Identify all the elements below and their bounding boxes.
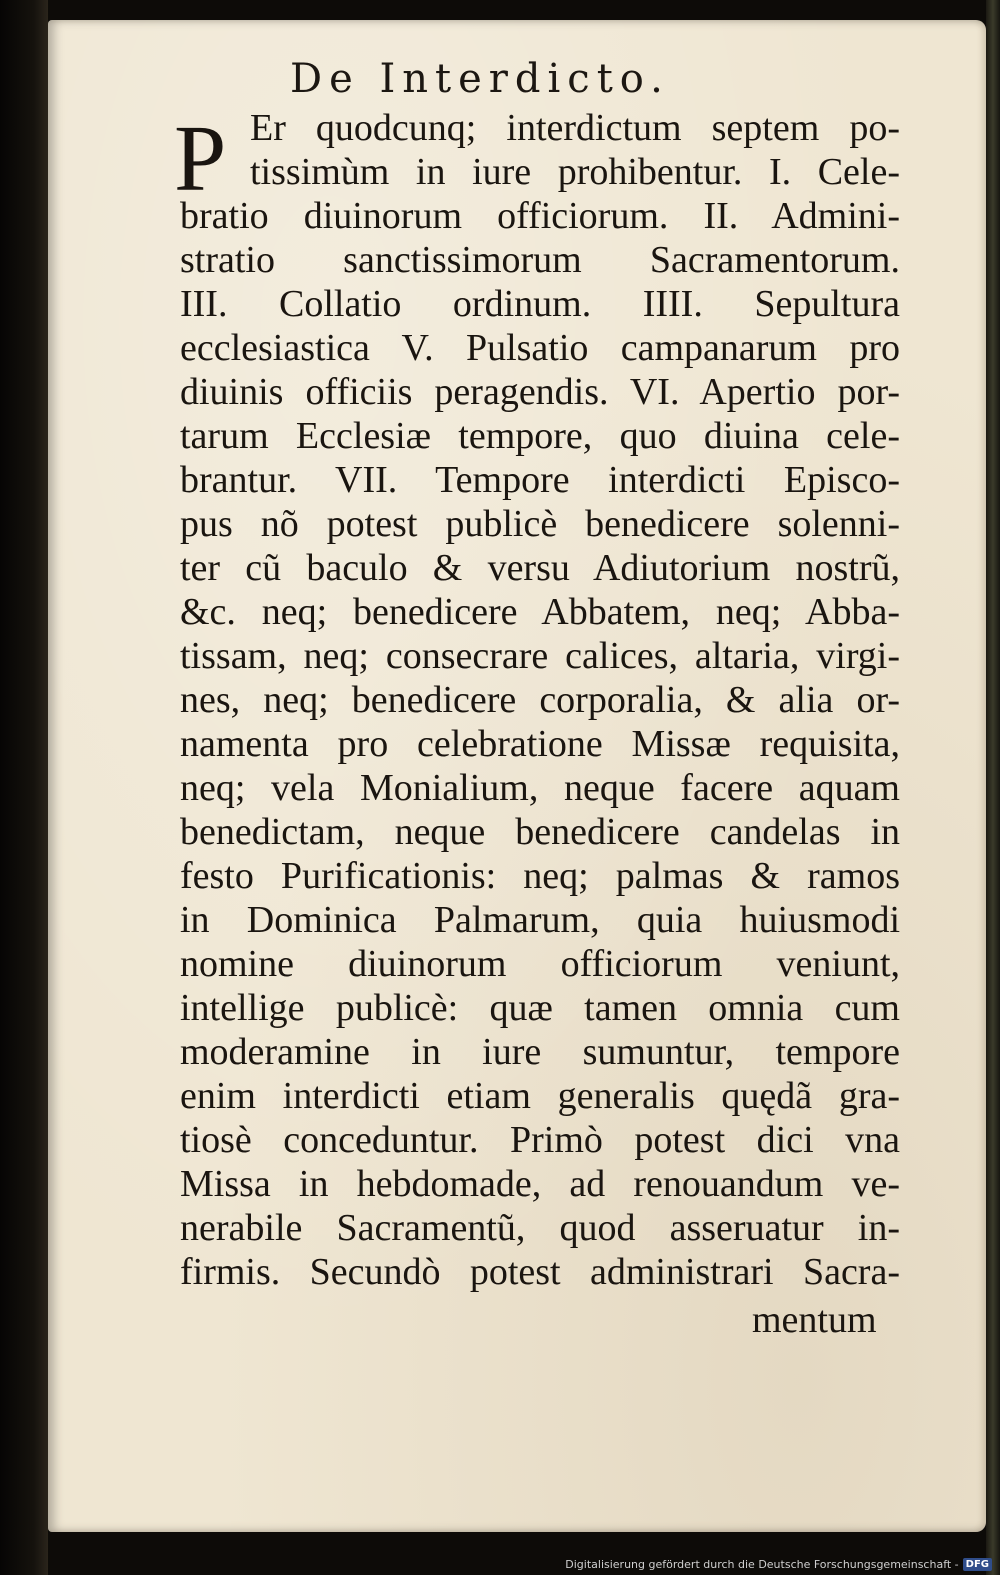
text-line: benedictam, neque benedicere candelas in bbox=[180, 811, 900, 853]
catchword: mentum bbox=[752, 1299, 877, 1341]
text-line: tarum Ecclesiæ tempore, quo diuina cele- bbox=[180, 415, 900, 457]
text-line: Er quodcunq; interdictum septem po- bbox=[250, 107, 900, 149]
text-line: firmis. Secundò potest administrari Sacra- bbox=[180, 1251, 900, 1293]
text-line: tiosè conceduntur. Primò potest dici vna bbox=[180, 1119, 900, 1161]
drop-initial: P bbox=[174, 107, 227, 211]
book-cover-edge bbox=[986, 0, 1000, 1575]
text-line: Missa in hebdomade, ad renouandum ve- bbox=[180, 1163, 900, 1205]
text-line: &c. neq; benedicere Abbatem, neq; Abba- bbox=[180, 591, 900, 633]
text-line: intellige publicè: quæ tamen omnia cum bbox=[180, 987, 900, 1029]
book-spine bbox=[0, 0, 48, 1575]
text-line: pus nõ potest publicè benedicere solenni- bbox=[180, 503, 900, 545]
text-line: nomine diuinorum officiorum veniunt, bbox=[180, 943, 900, 985]
text-line: tissimùm in iure prohibentur. I. Cele- bbox=[250, 151, 900, 193]
running-head: De Interdicto. bbox=[290, 56, 670, 102]
text-line: namenta pro celebratione Missæ requisita, bbox=[180, 723, 900, 765]
text-line: in Dominica Palmarum, quia huiusmodi bbox=[180, 899, 900, 941]
text-line: nes, neq; benedicere corporalia, & alia or- bbox=[180, 679, 900, 721]
digitization-footer bbox=[565, 1558, 992, 1571]
text-line: neq; vela Monialium, neque facere aquam bbox=[180, 767, 900, 809]
text-line: moderamine in iure sumuntur, tempore bbox=[180, 1031, 900, 1073]
text-line: nerabile Sacramentũ, quod asseruatur in- bbox=[180, 1207, 900, 1249]
text-line: ter cũ baculo & versu Adiutorium nostrũ, bbox=[180, 547, 900, 589]
text-line: bratio diuinorum officiorum. II. Admini- bbox=[180, 195, 900, 237]
text-line: diuinis officiis peragendis. VI. Apertio por- bbox=[180, 371, 900, 413]
text-line: enim interdicti etiam generalis quędã gra- bbox=[180, 1075, 900, 1117]
text-line: ecclesiastica V. Pulsatio campanarum pro bbox=[180, 327, 900, 369]
text-line: brantur. VII. Tempore interdicti Episco- bbox=[180, 459, 900, 501]
footer-text: Digitalisierung gefördert durch die Deutsche Forschungsgemeinschaft - bbox=[565, 1558, 959, 1571]
body-text bbox=[174, 106, 900, 1294]
text-line: stratio sanctissimorum Sacramentorum. bbox=[180, 239, 900, 281]
text-line: III. Collatio ordinum. IIII. Sepultura bbox=[180, 283, 900, 325]
text-line: festo Purificationis: neq; palmas & ramos bbox=[180, 855, 900, 897]
text-line: tissam, neq; consecrare calices, altaria, virgi- bbox=[180, 635, 900, 677]
dfg-logo: DFG bbox=[963, 1558, 992, 1571]
